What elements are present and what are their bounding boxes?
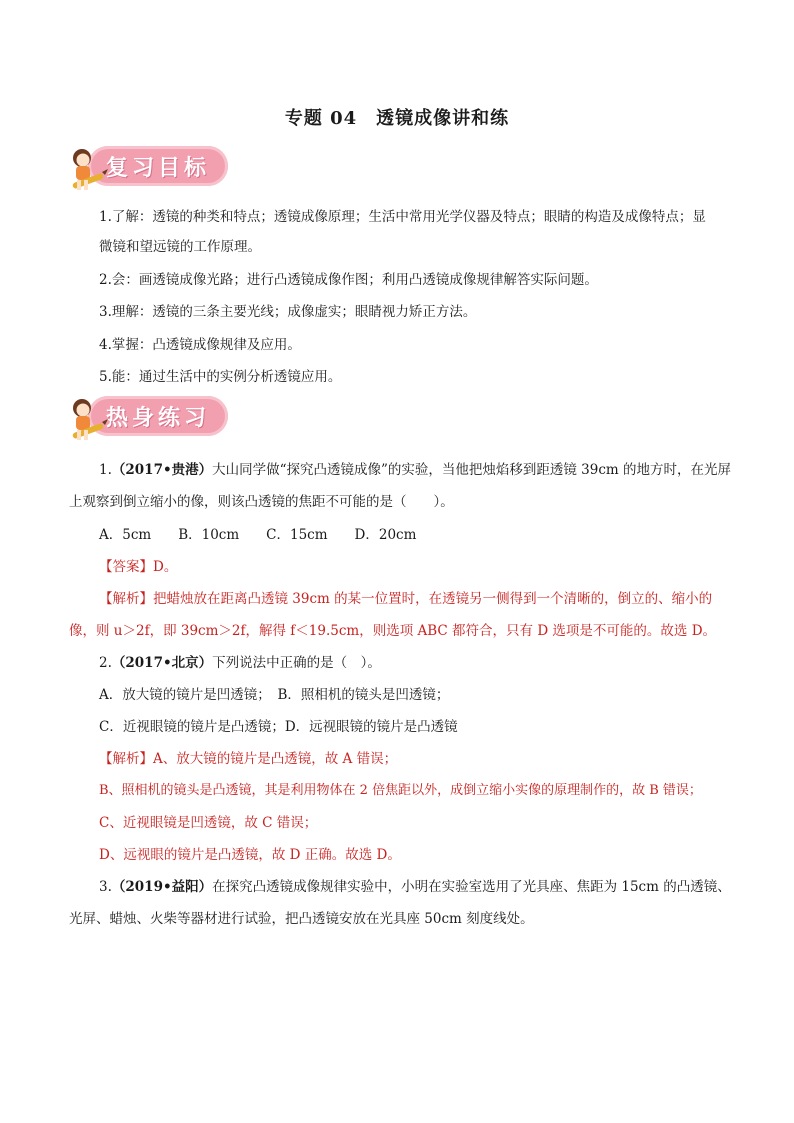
q3-text: 在探究凸透镜成像规律实验中，小明在实验室选用了光具座、焦距为 15cm 的凸透镜、 (212, 879, 731, 895)
section-banner-review-goals (68, 144, 238, 194)
q2-analysis-c: C、近视眼镜是凹透镜，故 C 错误； (99, 815, 318, 831)
q2-analysis-a (99, 748, 739, 770)
analysis-text: 把蜡烛放在距离凸透镜 39cm 的某一位置时，在透镜另一侧得到一个清晰的，倒立的、缩小的 (153, 591, 713, 607)
answer-tag: 【答案】 (99, 559, 153, 575)
answer-value: D。 (153, 559, 178, 575)
section-banner-warmup (68, 394, 238, 444)
q2-source: （2017•北京） (111, 655, 213, 671)
analysis-tag: 【解析】 (99, 591, 153, 607)
q1-analysis-line1 (99, 588, 739, 610)
goal-item-1: 1.了解：透镜的种类和特点；透镜成像原理；生活中常用光学仪器及特点；眼睛的构造及成像特点；显 (99, 209, 706, 225)
q3-number: 3. (99, 879, 112, 895)
q1-stem-line2: 上观察到倒立缩小的像，则该凸透镜的焦距不可能的是（ ）。 (69, 494, 454, 510)
q1-text: 大山同学做“探究凸透镜成像”的实验，当他把烛焰移到距透镜 39cm 的地方时，在光屏 (212, 462, 732, 478)
goal-item-2: 2.会：画透镜成像光路；进行凸透镜成像作图；利用凸透镜成像规律解答实际问题。 (99, 272, 598, 288)
q2-text: 下列说法中正确的是（ ）。 (212, 655, 381, 671)
q1-options: A．5cm B．10cm C．15cm D．20cm (99, 527, 417, 543)
q3-source: （2019•益阳） (111, 879, 213, 895)
q1-source: （2017•贵港） (111, 462, 213, 478)
q3-stem-line2: 光屏、蜡烛、火柴等器材进行试验，把凸透镜安放在光具座 50cm 刻度线处。 (69, 911, 534, 927)
q3-stem-line1 (99, 876, 739, 898)
q2-analysis-d: D、远视眼的镜片是凸透镜，故 D 正确。故选 D。 (99, 847, 401, 863)
girl-with-pencil-icon (68, 394, 108, 444)
goal-item-4: 4.掌握：凸透镜成像规律及应用。 (99, 337, 301, 353)
analysis-text: A、放大镜的镜片是凸透镜，故 A 错误； (153, 751, 398, 767)
q2-stem (99, 652, 739, 674)
page-title: 专题 04 透镜成像讲和练 (284, 108, 510, 129)
q2-analysis-b: B、照相机的镜头是凸透镜，其是利用物体在 2 倍焦距以外，成倒立缩小实像的原理制作的，故 B 错误； (99, 783, 702, 798)
q2-options-cd: C．近视眼镜的镜片是凸透镜；D．远视眼镜的镜片是凸透镜 (99, 719, 458, 735)
q2-number: 2. (99, 655, 112, 671)
goal-item-1-cont: 微镜和望远镜的工作原理。 (99, 239, 261, 255)
goal-item-5: 5.能：通过生活中的实例分析透镜应用。 (99, 369, 342, 385)
analysis-tag: 【解析】 (99, 751, 153, 767)
banner-label: 复习目标 (106, 156, 211, 181)
q1-stem-line1 (99, 459, 739, 481)
q1-number: 1. (99, 462, 112, 478)
q2-options-ab: A．放大镜的镜片是凹透镜； B．照相机的镜头是凹透镜； (99, 687, 450, 703)
goal-item-3: 3.理解：透镜的三条主要光线；成像虚实；眼睛视力矫正方法。 (99, 304, 477, 320)
q1-analysis-line2: 像，则 u＞2f，即 39cm＞2f，解得 f＜19.5cm，则选项 ABC 都符合，只有 D 选项是不可能的。故选 D。 (69, 623, 717, 639)
banner-label: 热身练习 (106, 406, 211, 431)
q1-answer (99, 556, 739, 578)
girl-with-pencil-icon (68, 144, 108, 194)
